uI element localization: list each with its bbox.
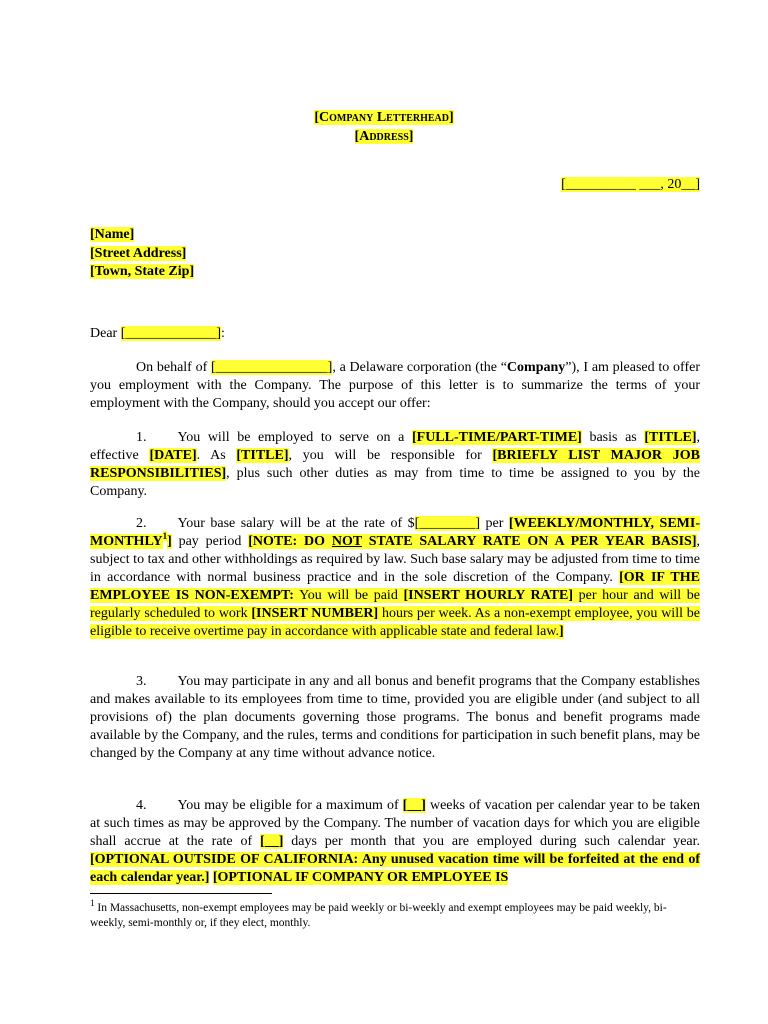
p1-text: , effective (90, 430, 700, 463)
paragraph-1 (90, 429, 700, 501)
paragraph-3 (90, 673, 700, 763)
p2-text: , subject to tax and other withholdings as required by law. Such base salary may be adjusted from time to time in accordance with normal business practice and in the sole discretion of the Company. (90, 534, 701, 585)
recipient-town: [Town, State Zip] (90, 264, 195, 279)
p2-placeholder: [INSERT HOURLY RATE] (403, 588, 573, 603)
p1-text: , plus such other duties as may from time to time be assigned to you by the Company. (90, 466, 700, 499)
intro-text: On behalf of (136, 360, 211, 375)
p1-placeholder: [TITLE] (644, 430, 697, 445)
p4-placeholder: [__] (402, 798, 426, 813)
p1-text: basis as (581, 430, 645, 445)
footnote (90, 898, 700, 931)
salutation (90, 325, 700, 343)
intro-text: ”), I am pleased to offer you employment with the Company. The purpose of this letter is to summarize the terms of your employment with the Company, should you accept our offer: (90, 360, 700, 411)
p4-text: weeks of vacation per calendar year to be taken at such times as may be approved by the Company. The number of vacation days for which you are eligible shall accrue at the rate of (90, 798, 700, 849)
p3-text: You may participate in any and all bonus and benefit programs that the Company establishes and makes available to its employees from time to time, provided you are eligible under (and subject to all provisions of) the plan documents governing those programs. The bonus and benefit programs made available by the Company, and the rules, terms and conditions for participation in such benefit plans, may be changed by the Company at any time without advance notice. (90, 674, 700, 761)
date-line (561, 177, 700, 193)
salutation-suffix: : (221, 326, 225, 341)
salutation-prefix: Dear (90, 326, 121, 341)
intro-paragraph (90, 359, 700, 413)
letterhead-address: [Address] (354, 129, 414, 144)
intro-text: , a Delaware corporation (the “ (332, 360, 507, 375)
intro-company-blank: [________________] (211, 360, 333, 375)
p4-text: days per month that you are employed during such calendar year. (283, 834, 701, 849)
recipient-street: [Street Address] (90, 245, 187, 261)
p2-note: [NOTE: DO (248, 534, 332, 549)
letterhead-company: [Company Letterhead] (314, 110, 454, 125)
p1-placeholder: [BRIEFLY LIST MAJOR JOB RESPONSIBILITIES] (90, 448, 700, 481)
p2-nonexempt-text: You will be paid (293, 588, 404, 603)
p2-placeholder: [________] (414, 516, 480, 531)
recipient-name: [Name] (90, 227, 135, 242)
paragraph-number: 1. (136, 430, 147, 445)
paragraph-number: 3. (136, 674, 147, 689)
p1-placeholder: [TITLE] (236, 448, 289, 463)
paragraph-4 (90, 797, 700, 887)
p2-nonexempt-text: per hour and will be regularly scheduled to work (90, 588, 700, 621)
recipient-address (90, 226, 194, 282)
p1-text: . As (196, 448, 237, 463)
footnote-divider (90, 893, 272, 894)
p1-placeholder: [DATE] (149, 448, 197, 463)
p2-nonexempt-heading: [OR IF THE EMPLOYEE IS NON-EXEMPT: (90, 570, 700, 603)
date-placeholder: [__________ ___, 20__] (561, 177, 700, 192)
p4-placeholder: [__] (260, 834, 284, 849)
footnote-text: In Massachusetts, non-exempt employees may be paid weekly or bi-weekly and exempt employees may be paid weekly, bi-weekly, semi-monthly or, if they elect, monthly. (90, 902, 667, 929)
p2-note: STATE SALARY RATE ON A PER YEAR BASIS] (361, 534, 697, 549)
footnote-reference[interactable]: 1 (162, 531, 168, 542)
p2-text: pay period (171, 534, 249, 549)
p4-text: You may be eligible for a maximum of (177, 798, 403, 813)
p4-optional-clause: [OPTIONAL IF COMPANY OR EMPLOYEE IS (212, 870, 509, 885)
p2-placeholder: ] (167, 534, 172, 549)
paragraph-number: 2. (136, 516, 147, 531)
p2-placeholder: [INSERT NUMBER] (251, 606, 379, 621)
paragraph-2 (90, 515, 700, 641)
p2-nonexempt-text: hours per week. As a non-exempt employee, you will be eligible to receive overtime pay in accordance with applicable state and federal law. (90, 606, 700, 639)
p1-text: You will be employed to serve on a (177, 430, 412, 445)
p1-placeholder: [FULL-TIME/PART-TIME] (411, 430, 582, 445)
intro-company-term: Company (506, 360, 566, 375)
paragraph-number: 4. (136, 798, 147, 813)
p4-optional-clause: [OPTIONAL OUTSIDE OF CALIFORNIA: Any unused vacation time will be forfeited at the end of each calendar year.] (90, 852, 700, 885)
p2-text: Your base salary will be at the rate of $ (177, 516, 415, 531)
p2-nonexempt-close: ] (559, 624, 564, 639)
p2-text: per (480, 516, 509, 531)
p2-placeholder: [WEEKLY/MONTHLY, SEMI-MONTHLY (90, 516, 700, 549)
p2-note-emphasis: NOT (331, 534, 362, 549)
letterhead (0, 108, 768, 146)
footnote-mark: 1 (90, 898, 95, 909)
p1-text: , you will be responsible for (288, 448, 493, 463)
salutation-blank: [_____________] (120, 326, 222, 341)
